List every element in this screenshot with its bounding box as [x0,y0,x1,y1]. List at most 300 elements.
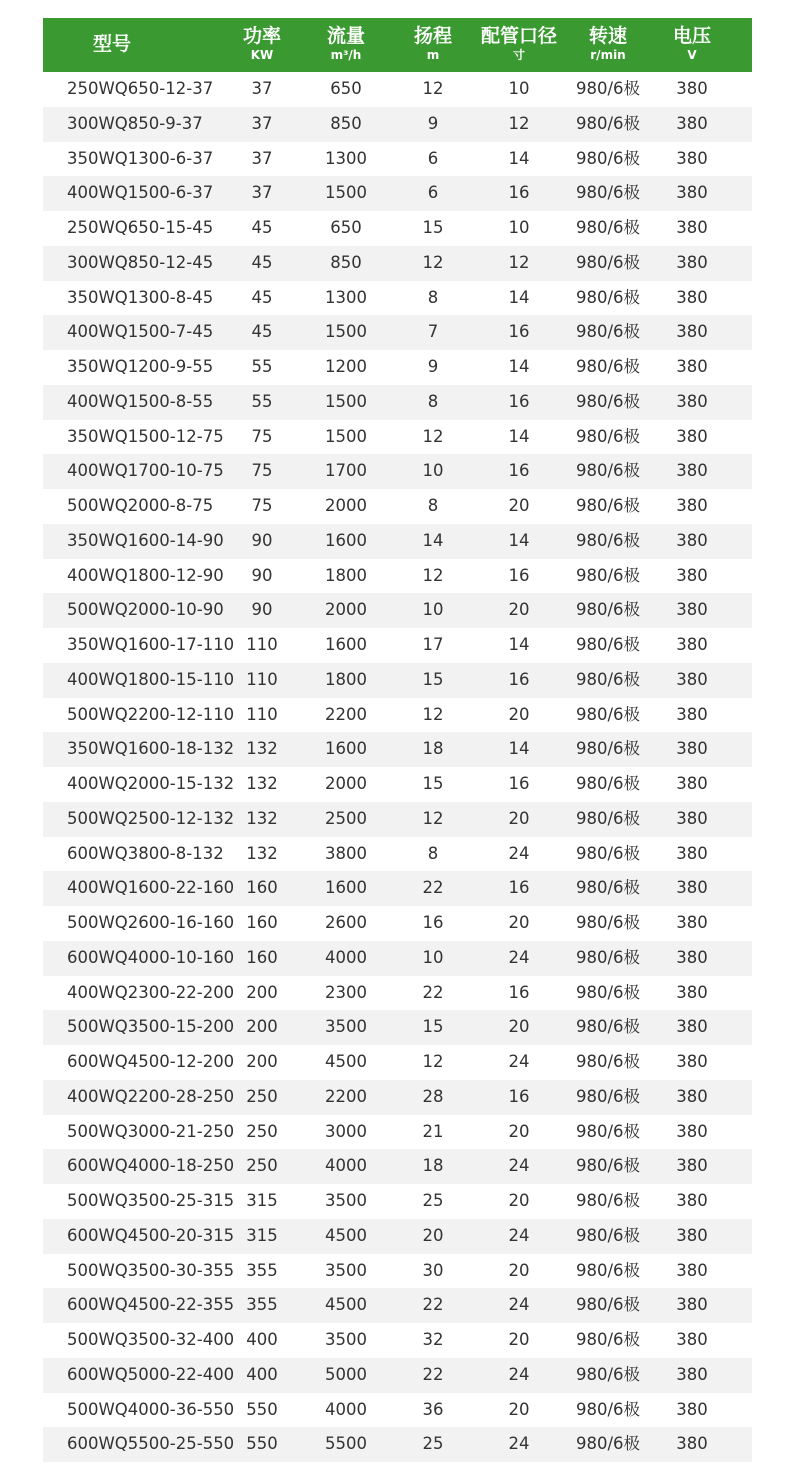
table-row [43,1427,752,1462]
cell-flow: 3800 [325,843,367,863]
cell-pipe-size: 20 [508,496,530,515]
cell-model: 350WQ1600-18-132 [67,739,235,759]
cell-model: 350WQ1600-14-90 [67,530,224,550]
cell-pipe-size: 20 [508,1191,530,1210]
cell-voltage: 380 [676,426,708,446]
cell-speed: 980/6极 [575,1086,641,1106]
cell-voltage: 380 [676,1017,708,1037]
cell-flow: 4500 [325,1225,367,1245]
cell-head: 17 [422,635,444,654]
cell-model: 500WQ2600-16-160 [67,913,235,932]
cell-voltage: 380 [676,530,708,550]
cell-flow: 3000 [325,1121,367,1141]
cell-power: 250 [246,1086,278,1106]
cell-voltage: 380 [676,461,708,481]
cell-speed: 980/6极 [575,530,641,550]
cell-model: 400WQ1500-7-45 [67,322,214,342]
cell-head: 22 [422,982,444,1002]
header-model-label: 型号 [92,33,131,55]
cell-power: 110 [246,704,278,724]
cell-power: 250 [246,1121,278,1141]
cell-voltage: 380 [676,183,708,203]
table-row [43,1010,752,1045]
cell-power: 110 [246,669,278,689]
header-flow-unit: m³/h [330,48,362,62]
cell-speed: 980/6极 [575,669,641,689]
cell-flow: 1600 [325,739,367,759]
cell-speed: 980/6极 [575,252,641,272]
cell-pipe-size: 16 [508,461,530,481]
header-head [398,18,468,72]
cell-model: 350WQ1200-9-55 [67,357,214,376]
table-row [43,1149,752,1184]
cell-pipe-size: 16 [508,322,530,342]
cell-pipe-size: 14 [508,739,530,759]
cell-head: 12 [422,1052,444,1071]
table-row [43,72,752,107]
cell-flow: 4000 [325,1156,367,1176]
table-row [43,1045,752,1080]
header-pipe [474,18,564,72]
cell-model: 500WQ2000-10-90 [67,600,224,620]
cell-head: 12 [422,79,444,98]
cell-pipe-size: 20 [508,1017,530,1037]
header-power-label: 功率 [242,25,281,47]
cell-flow: 3500 [325,1330,367,1349]
cell-head: 8 [427,287,439,307]
cell-power: 160 [246,913,278,932]
cell-head: 8 [427,496,439,515]
cell-pipe-size: 20 [508,913,530,932]
cell-pipe-size: 14 [508,148,530,168]
cell-pipe-size: 16 [508,1086,530,1106]
header-voltage [657,18,727,72]
cell-power: 37 [251,113,273,133]
table-row [43,941,752,976]
header-voltage-label: 电压 [672,25,711,47]
cell-pipe-size: 20 [508,600,530,620]
cell-voltage: 380 [676,357,708,376]
cell-head: 7 [427,322,439,342]
cell-head: 16 [422,913,444,932]
header-pipe-unit: 寸 [512,48,525,62]
cell-voltage: 380 [676,1434,708,1454]
table-row [43,628,752,663]
cell-speed: 980/6极 [575,635,641,654]
cell-power: 200 [246,982,278,1002]
table-header [43,18,752,72]
cell-flow: 2500 [325,808,367,828]
cell-power: 37 [251,79,273,98]
cell-pipe-size: 14 [508,357,530,376]
cell-flow: 2300 [325,982,367,1002]
cell-flow: 850 [330,252,362,272]
cell-model: 500WQ2000-8-75 [67,496,214,515]
cell-speed: 980/6极 [575,913,641,932]
cell-speed: 980/6极 [575,1399,641,1419]
cell-power: 75 [251,461,273,481]
cell-speed: 980/6极 [575,322,641,342]
cell-power: 550 [246,1434,278,1454]
header-voltage-unit: V [687,48,697,62]
cell-model: 350WQ1300-8-45 [67,287,214,307]
table-row [43,559,752,594]
cell-voltage: 380 [676,1191,708,1210]
cell-voltage: 380 [676,1156,708,1176]
cell-flow: 2200 [325,704,367,724]
cell-speed: 980/6极 [575,218,641,237]
cell-model: 600WQ4500-12-200 [67,1052,235,1071]
cell-flow: 4000 [325,1399,367,1419]
cell-pipe-size: 20 [508,1399,530,1419]
cell-pipe-size: 16 [508,669,530,689]
cell-power: 400 [246,1364,278,1384]
table-row [43,1219,752,1254]
cell-speed: 980/6极 [575,357,641,376]
cell-speed: 980/6极 [575,391,641,411]
cell-speed: 980/6极 [575,461,641,481]
cell-model: 300WQ850-12-45 [67,252,214,272]
cell-pipe-size: 12 [508,113,530,133]
cell-head: 32 [422,1330,444,1349]
cell-speed: 980/6极 [575,113,641,133]
cell-speed: 980/6极 [575,1295,641,1315]
table-row [43,385,752,420]
cell-head: 12 [422,704,444,724]
cell-power: 200 [246,1017,278,1037]
cell-power: 37 [251,183,273,203]
cell-voltage: 380 [676,1052,708,1071]
cell-speed: 980/6极 [575,1191,641,1210]
cell-model: 500WQ4000-36-550 [67,1399,235,1419]
cell-flow: 650 [330,218,362,237]
cell-pipe-size: 24 [508,1156,530,1176]
cell-flow: 2000 [325,496,367,515]
cell-model: 400WQ1500-8-55 [67,391,214,411]
cell-head: 10 [422,947,444,967]
cell-power: 250 [246,1156,278,1176]
cell-speed: 980/6极 [575,1260,641,1280]
cell-pipe-size: 20 [508,1330,530,1349]
cell-head: 28 [422,1086,444,1106]
cell-flow: 3500 [325,1191,367,1210]
cell-speed: 980/6极 [575,1434,641,1454]
cell-power: 315 [246,1225,278,1245]
cell-speed: 980/6极 [575,1017,641,1037]
cell-pipe-size: 14 [508,530,530,550]
cell-head: 22 [422,1364,444,1384]
cell-power: 315 [246,1191,278,1210]
cell-pipe-size: 14 [508,426,530,446]
cell-speed: 980/6极 [575,287,641,307]
cell-speed: 980/6极 [575,982,641,1002]
table-row [43,524,752,559]
cell-voltage: 380 [676,1086,708,1106]
cell-flow: 850 [330,113,362,133]
cell-pipe-size: 20 [508,1121,530,1141]
pump-spec-table [43,18,752,1462]
cell-head: 12 [422,808,444,828]
table-row [43,1358,752,1393]
cell-power: 132 [246,774,278,793]
table-row [43,871,752,906]
cell-head: 36 [422,1399,444,1419]
header-speed-unit: r/min [590,48,626,62]
cell-speed: 980/6极 [575,600,641,620]
header-speed-label: 转速 [588,25,627,47]
cell-voltage: 380 [676,391,708,411]
cell-speed: 980/6极 [575,739,641,759]
cell-flow: 4000 [325,947,367,967]
cell-model: 350WQ1500-12-75 [67,426,224,446]
cell-pipe-size: 20 [508,808,530,828]
cell-pipe-size: 16 [508,774,530,793]
table-row [43,698,752,733]
cell-head: 9 [427,357,439,376]
cell-head: 8 [427,391,439,411]
table-row [43,1080,752,1115]
table-row [43,107,752,142]
cell-flow: 1500 [325,391,367,411]
cell-model: 500WQ3000-21-250 [67,1121,235,1141]
cell-power: 400 [246,1330,278,1349]
cell-voltage: 380 [676,1260,708,1280]
cell-head: 6 [427,148,439,168]
cell-speed: 980/6极 [575,1330,641,1349]
cell-voltage: 380 [676,669,708,689]
cell-model: 400WQ1700-10-75 [67,461,224,481]
cell-head: 21 [422,1121,444,1141]
cell-flow: 2600 [325,913,367,932]
cell-head: 12 [422,252,444,272]
cell-voltage: 380 [676,808,708,828]
cell-flow: 1800 [325,669,367,689]
cell-head: 15 [422,218,444,237]
cell-voltage: 380 [676,287,708,307]
cell-voltage: 380 [676,600,708,620]
cell-power: 45 [251,218,273,237]
cell-power: 355 [246,1260,278,1280]
header-power [227,18,297,72]
cell-power: 55 [251,391,273,411]
cell-model: 600WQ3800-8-132 [67,843,224,863]
header-flow [311,18,381,72]
cell-power: 55 [251,357,273,376]
cell-voltage: 380 [676,79,708,98]
cell-voltage: 380 [676,1225,708,1245]
cell-pipe-size: 14 [508,635,530,654]
cell-head: 18 [422,739,444,759]
cell-voltage: 380 [676,739,708,759]
cell-model: 600WQ5500-25-550 [67,1434,235,1454]
cell-power: 45 [251,252,273,272]
cell-model: 600WQ4000-10-160 [67,947,235,967]
table-row [43,732,752,767]
header-speed [563,18,653,72]
cell-model: 400WQ2200-28-250 [67,1086,235,1106]
cell-model: 500WQ3500-32-400 [67,1330,235,1349]
cell-power: 45 [251,287,273,307]
cell-voltage: 380 [676,1121,708,1141]
cell-voltage: 380 [676,1330,708,1349]
cell-head: 25 [422,1434,444,1454]
cell-pipe-size: 16 [508,878,530,898]
cell-head: 15 [422,1017,444,1037]
table-row [43,1115,752,1150]
cell-voltage: 380 [676,982,708,1002]
cell-speed: 980/6极 [575,704,641,724]
cell-pipe-size: 10 [508,79,530,98]
cell-voltage: 380 [676,1364,708,1384]
table-row [43,976,752,1011]
cell-head: 8 [427,843,439,863]
cell-pipe-size: 12 [508,252,530,272]
cell-model: 400WQ1800-12-90 [67,565,224,585]
cell-flow: 1600 [325,635,367,654]
table-row [43,350,752,385]
cell-model: 500WQ3500-30-355 [67,1260,235,1280]
table-body [43,72,752,1462]
cell-flow: 5500 [325,1434,367,1454]
cell-model: 400WQ2300-22-200 [67,982,235,1002]
table-row [43,906,752,941]
cell-flow: 3500 [325,1017,367,1037]
cell-pipe-size: 24 [508,1434,530,1454]
cell-power: 75 [251,496,273,515]
cell-flow: 650 [330,79,362,98]
table-row [43,802,752,837]
cell-head: 22 [422,1295,444,1315]
cell-model: 500WQ2500-12-132 [67,808,235,828]
cell-head: 22 [422,878,444,898]
cell-speed: 980/6极 [575,496,641,515]
cell-voltage: 380 [676,218,708,237]
cell-flow: 1700 [325,461,367,481]
cell-voltage: 380 [676,565,708,585]
cell-head: 18 [422,1156,444,1176]
cell-power: 132 [246,739,278,759]
cell-head: 15 [422,774,444,793]
cell-pipe-size: 20 [508,704,530,724]
cell-pipe-size: 24 [508,1364,530,1384]
cell-voltage: 380 [676,843,708,863]
cell-speed: 980/6极 [575,878,641,898]
table-row [43,1184,752,1219]
cell-power: 160 [246,878,278,898]
header-head-label: 扬程 [413,25,452,47]
header-pipe-label: 配管口径 [480,25,557,47]
cell-flow: 2200 [325,1086,367,1106]
table-row [43,315,752,350]
cell-model: 350WQ1600-17-110 [67,635,235,654]
cell-head: 20 [422,1225,444,1245]
cell-power: 90 [251,565,273,585]
cell-head: 12 [422,426,444,446]
cell-speed: 980/6极 [575,1364,641,1384]
cell-power: 110 [246,635,278,654]
cell-power: 90 [251,530,273,550]
cell-model: 500WQ3500-25-315 [67,1191,235,1210]
cell-speed: 980/6极 [575,1225,641,1245]
cell-flow: 1600 [325,530,367,550]
cell-voltage: 380 [676,148,708,168]
cell-head: 10 [422,600,444,620]
cell-head: 15 [422,669,444,689]
cell-pipe-size: 24 [508,1295,530,1315]
cell-voltage: 380 [676,113,708,133]
cell-head: 9 [427,113,439,133]
cell-voltage: 380 [676,496,708,515]
cell-speed: 980/6极 [575,565,641,585]
table-row [43,663,752,698]
cell-pipe-size: 20 [508,1260,530,1280]
table-row [43,1288,752,1323]
cell-power: 37 [251,148,273,168]
table-row [43,767,752,802]
cell-speed: 980/6极 [575,183,641,203]
cell-power: 132 [246,843,278,863]
table-row [43,1393,752,1428]
table-row [43,420,752,455]
cell-pipe-size: 16 [508,183,530,203]
cell-power: 355 [246,1295,278,1315]
header-head-unit: m [426,48,440,62]
cell-flow: 4500 [325,1295,367,1315]
header-flow-label: 流量 [326,25,365,47]
table-row [43,1323,752,1358]
cell-flow: 4500 [325,1052,367,1071]
cell-flow: 1500 [325,183,367,203]
cell-model: 250WQ650-15-45 [67,218,214,237]
cell-voltage: 380 [676,322,708,342]
table-row [43,1254,752,1289]
cell-speed: 980/6极 [575,1156,641,1176]
cell-pipe-size: 16 [508,565,530,585]
cell-speed: 980/6极 [575,79,641,98]
cell-model: 600WQ4500-20-315 [67,1225,235,1245]
cell-pipe-size: 16 [508,391,530,411]
cell-speed: 980/6极 [575,1052,641,1071]
cell-flow: 1500 [325,426,367,446]
cell-model: 400WQ1500-6-37 [67,183,214,203]
cell-power: 160 [246,947,278,967]
cell-pipe-size: 24 [508,947,530,967]
cell-flow: 3500 [325,1260,367,1280]
cell-voltage: 380 [676,1399,708,1419]
cell-pipe-size: 24 [508,843,530,863]
cell-pipe-size: 24 [508,1052,530,1071]
cell-speed: 980/6极 [575,426,641,446]
header-model [43,18,181,72]
cell-power: 200 [246,1052,278,1071]
table-row [43,246,752,281]
cell-head: 10 [422,461,444,481]
cell-flow: 1800 [325,565,367,585]
table-row [43,837,752,872]
header-power-unit: KW [250,48,274,62]
cell-power: 90 [251,600,273,620]
cell-speed: 980/6极 [575,843,641,863]
table-row [43,489,752,524]
cell-voltage: 380 [676,774,708,793]
cell-pipe-size: 10 [508,218,530,237]
cell-flow: 5000 [325,1364,367,1384]
cell-voltage: 380 [676,1295,708,1315]
cell-pipe-size: 16 [508,982,530,1002]
cell-pipe-size: 14 [508,287,530,307]
cell-flow: 1300 [325,287,367,307]
table-row [43,142,752,177]
